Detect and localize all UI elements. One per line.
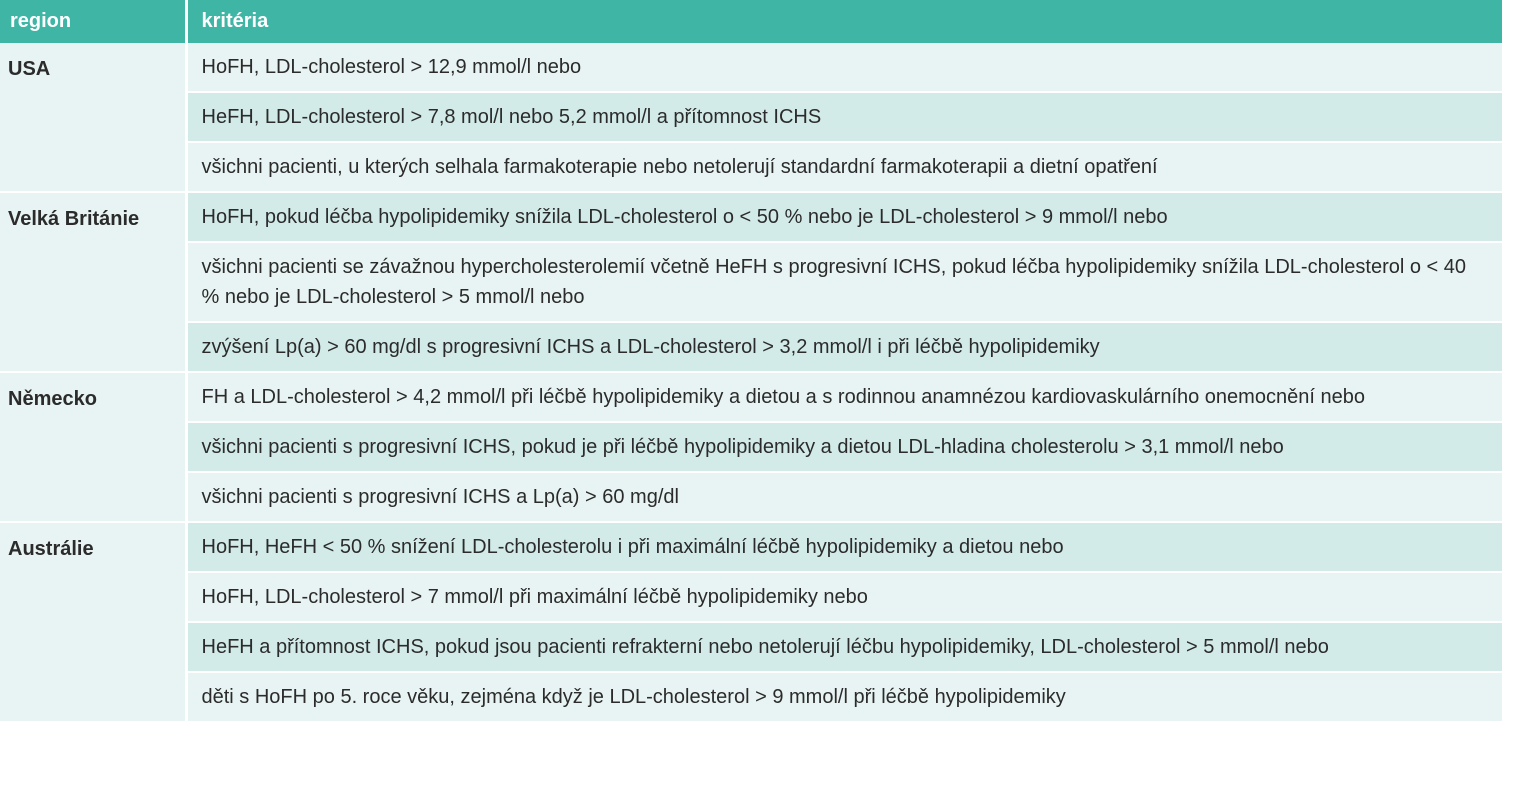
table-row bbox=[0, 242, 1502, 322]
criteria-cell: HoFH, LDL-cholesterol > 7 mmol/l při maximální léčbě hypolipidemiky nebo bbox=[186, 572, 1502, 622]
region-cell-germany: Německo bbox=[0, 372, 186, 522]
criteria-cell: HoFH, pokud léčba hypolipidemiky snížila LDL-cholesterol o < 50 % nebo je LDL-cholesterol > 9 mmol/l nebo bbox=[186, 192, 1502, 242]
criteria-cell: zvýšení Lp(a) > 60 mg/dl s progresivní ICHS a LDL-cholesterol > 3,2 mmol/l i při léčbě hypolipidemiky bbox=[186, 322, 1502, 372]
criteria-cell: FH a LDL-cholesterol > 4,2 mmol/l při léčbě hypolipidemiky a dietou a s rodinnou anamnézou kardiovaskulárního onemocnění nebo bbox=[186, 372, 1502, 422]
criteria-cell: všichni pacienti s progresivní ICHS, pokud je při léčbě hypolipidemiky a dietou LDL-hladina cholesterolu > 3,1 mmol/l nebo bbox=[186, 422, 1502, 472]
region-cell-uk: Velká Británie bbox=[0, 192, 186, 372]
criteria-cell: všichni pacienti se závažnou hypercholesterolemií včetně HeFH s progresivní ICHS, pokud léčba hypolipidemiky snížila LDL-cholesterol o < 40 % nebo je LDL-cholesterol > 5 mmol/l nebo bbox=[186, 242, 1502, 322]
region-cell-usa: USA bbox=[0, 43, 186, 192]
table-row bbox=[0, 522, 1502, 572]
criteria-cell: všichni pacienti s progresivní ICHS a Lp(a) > 60 mg/dl bbox=[186, 472, 1502, 522]
table-row bbox=[0, 43, 1502, 92]
table-row bbox=[0, 142, 1502, 192]
table-row bbox=[0, 372, 1502, 422]
table-row bbox=[0, 322, 1502, 372]
criteria-cell: všichni pacienti, u kterých selhala farmakoterapie nebo netolerují standardní farmakoterapii a dietní opatření bbox=[186, 142, 1502, 192]
criteria-cell: HoFH, HeFH < 50 % snížení LDL-cholesterolu i při maximální léčbě hypolipidemiky a dietou nebo bbox=[186, 522, 1502, 572]
table-row bbox=[0, 472, 1502, 522]
table-row bbox=[0, 422, 1502, 472]
table-row bbox=[0, 192, 1502, 242]
criteria-cell: HeFH, LDL-cholesterol > 7,8 mol/l nebo 5,2 mmol/l a přítomnost ICHS bbox=[186, 92, 1502, 142]
criteria-cell: HoFH, LDL-cholesterol > 12,9 mmol/l nebo bbox=[186, 43, 1502, 92]
table-row bbox=[0, 672, 1502, 722]
criteria-cell: HeFH a přítomnost ICHS, pokud jsou pacienti refrakterní nebo netolerují léčbu hypolipidemiky, LDL-cholesterol > 5 mmol/l nebo bbox=[186, 622, 1502, 672]
table-header-row bbox=[0, 0, 1502, 43]
header-criteria: kritéria bbox=[186, 0, 1502, 43]
criteria-cell: děti s HoFH po 5. roce věku, zejména když je LDL-cholesterol > 9 mmol/l při léčbě hypolipidemiky bbox=[186, 672, 1502, 722]
header-region: region bbox=[0, 0, 186, 43]
table-row bbox=[0, 622, 1502, 672]
table-row bbox=[0, 92, 1502, 142]
region-cell-australia: Austrálie bbox=[0, 522, 186, 722]
table-row bbox=[0, 572, 1502, 622]
